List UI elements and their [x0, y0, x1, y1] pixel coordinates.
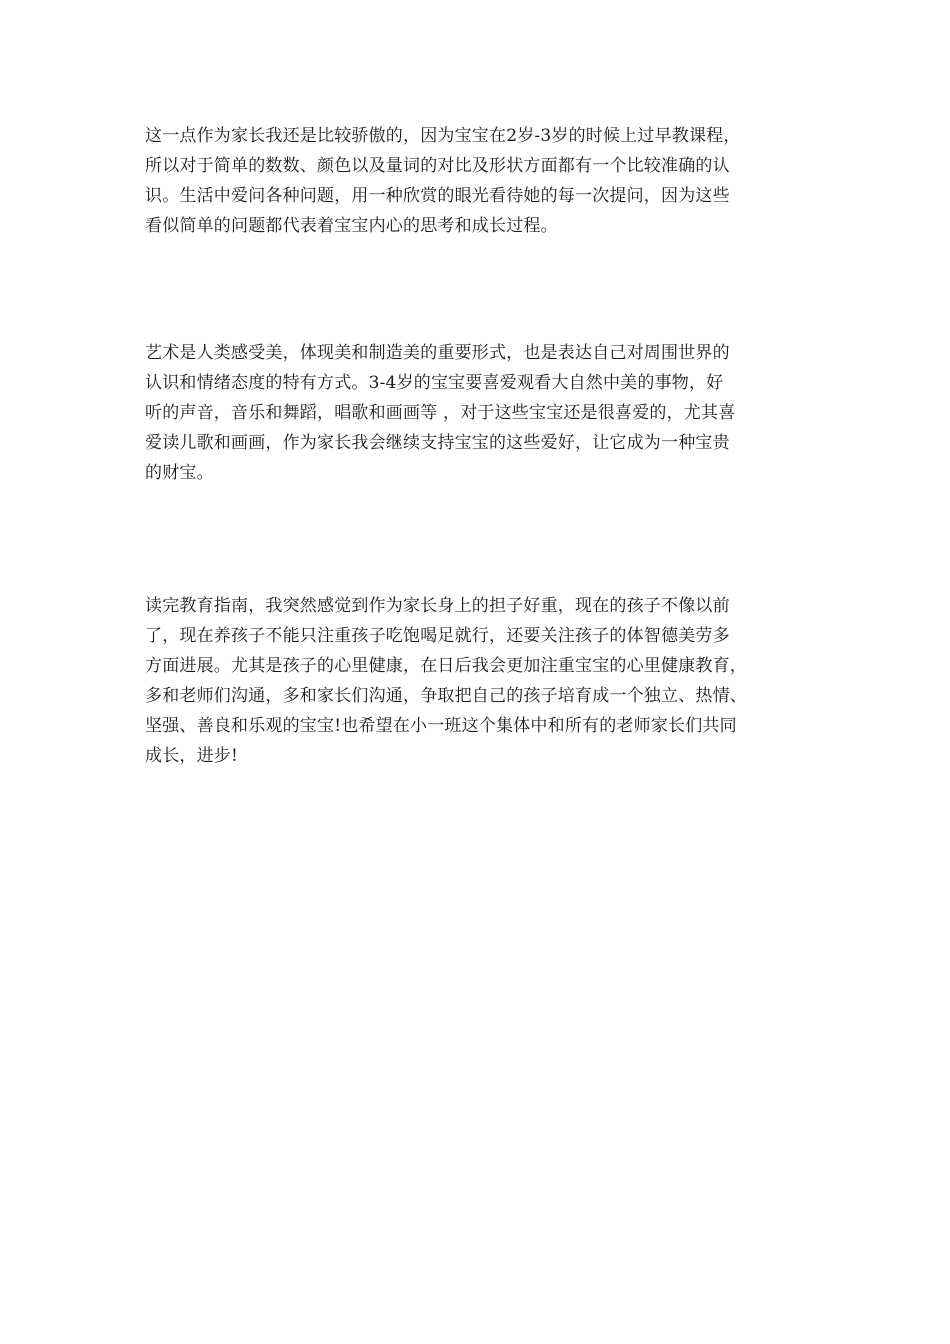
paragraph-line: 识。生活中爱问各种问题，用一种欣赏的眼光看待她的每一次提问，因为这些 [145, 186, 730, 206]
paragraph-line: 的财宝。 [145, 463, 214, 483]
paragraph-line: 艺术是人类感受美，体现美和制造美的重要形式，也是表达自己对周围世界的 [145, 343, 730, 363]
paragraph-reflection-on-guide [145, 591, 825, 771]
paragraph-line: 方面进展。尤其是孩子的心里健康，在日后我会更加注重宝宝的心里健康教育， [145, 656, 747, 676]
paragraph-line: 听的声音，音乐和舞蹈，唱歌和画画等 ，对于这些宝宝还是很喜爱的，尤其喜 [145, 403, 736, 423]
paragraph-art-education [145, 338, 825, 488]
paragraph-line: 认识和情绪态度的特有方式。3-4岁的宝宝要喜爱观看大自然中美的事物，好 [145, 373, 724, 393]
paragraph-line: 成长，进步! [145, 746, 239, 766]
paragraph-line: 了，现在养孩子不能只注重孩子吃饱喝足就行，还要关注孩子的体智德美劳多 [145, 626, 730, 646]
paragraph-line: 读完教育指南，我突然感觉到作为家长身上的担子好重，现在的孩子不像以前 [145, 596, 730, 616]
paragraph-line: 看似简单的问题都代表着宝宝内心的思考和成长过程。 [145, 216, 558, 236]
paragraph-line: 爱读儿歌和画画，作为家长我会继续支持宝宝的这些爱好，让它成为一种宝贵 [145, 433, 730, 453]
paragraph-praise-early-education [145, 121, 825, 241]
paragraph-line: 坚强、善良和乐观的宝宝!也希望在小一班这个集体中和所有的老师家长们共同 [145, 716, 737, 736]
paragraph-line: 这一点作为家长我还是比较骄傲的，因为宝宝在2岁-3岁的时候上过早教课程， [145, 126, 741, 146]
paragraph-line: 多和老师们沟通，多和家长们沟通，争取把自己的孩子培育成一个独立、热情、 [145, 686, 747, 706]
paragraph-line: 所以对于简单的数数、颜色以及量词的对比及形状方面都有一个比较准确的认 [145, 156, 730, 176]
